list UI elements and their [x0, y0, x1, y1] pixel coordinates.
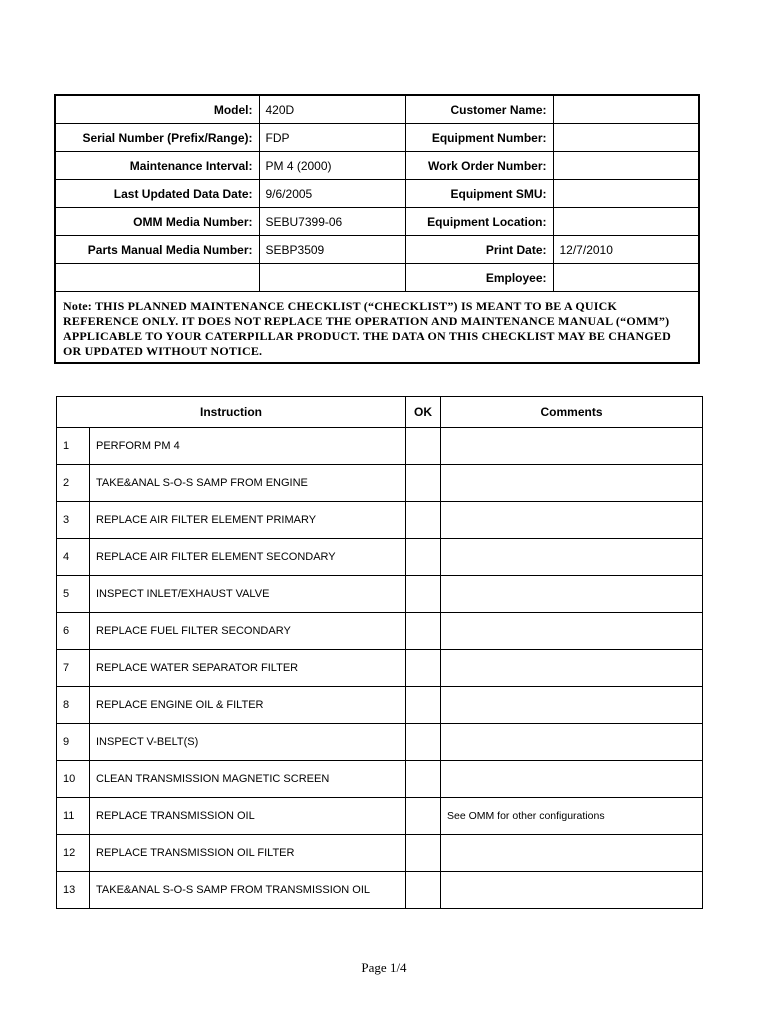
note-text: THIS PLANNED MAINTENANCE CHECKLIST (“CHECKLIST”) IS MEANT TO BE A QUICK REFERENCE ONLY. IT DOES NOT REPLACE THE OPERATION AND MAINTENANCE MANUAL (“OMM”) APPLICABLE TO YOUR CATERPILLAR PRODUCT. THE DATA ON THIS CHECKLIST MAY BE CHANGED OR UPDATED WITHOUT NOTICE.: [63, 299, 671, 358]
header-label: Model:: [56, 96, 259, 124]
comment-cell[interactable]: [441, 576, 703, 613]
header-label: Serial Number (Prefix/Range):: [56, 124, 259, 152]
ok-checkbox-cell[interactable]: [406, 650, 441, 687]
instruction-text: INSPECT INLET/EXHAUST VALVE: [90, 576, 406, 613]
header-value-field[interactable]: [553, 264, 700, 292]
comment-cell[interactable]: [441, 724, 703, 761]
col-header-comments: Comments: [441, 397, 703, 428]
instruction-table: [56, 396, 703, 909]
disclaimer-note: [56, 292, 698, 359]
header-row: [56, 124, 700, 152]
ok-checkbox-cell[interactable]: [406, 761, 441, 798]
header-value-field[interactable]: [553, 96, 700, 124]
header-row: [56, 152, 700, 180]
header-label: Equipment Number:: [405, 124, 553, 152]
table-row: [57, 650, 703, 687]
header-value-field[interactable]: FDP: [259, 124, 405, 152]
row-number: 8: [57, 687, 90, 724]
comment-cell[interactable]: [441, 835, 703, 872]
comment-cell[interactable]: [441, 539, 703, 576]
comment-cell[interactable]: [441, 502, 703, 539]
col-header-ok: OK: [406, 397, 441, 428]
header-label: Customer Name:: [405, 96, 553, 124]
header-value-field[interactable]: [553, 180, 700, 208]
table-row: [57, 613, 703, 650]
ok-checkbox-cell[interactable]: [406, 576, 441, 613]
row-number: 11: [57, 798, 90, 835]
instruction-text: INSPECT V-BELT(S): [90, 724, 406, 761]
ok-checkbox-cell[interactable]: [406, 724, 441, 761]
row-number: 2: [57, 465, 90, 502]
comment-cell[interactable]: [441, 465, 703, 502]
col-header-instruction: Instruction: [57, 397, 406, 428]
header-label: Parts Manual Media Number:: [56, 236, 259, 264]
row-number: 12: [57, 835, 90, 872]
comment-cell[interactable]: [441, 687, 703, 724]
row-number: 10: [57, 761, 90, 798]
header-value-field[interactable]: [553, 208, 700, 236]
ok-checkbox-cell[interactable]: [406, 465, 441, 502]
instruction-text: REPLACE AIR FILTER ELEMENT SECONDARY: [90, 539, 406, 576]
header-value-field[interactable]: SEBU7399-06: [259, 208, 405, 236]
table-row: [57, 539, 703, 576]
instruction-text: TAKE&ANAL S-O-S SAMP FROM ENGINE: [90, 465, 406, 502]
ok-checkbox-cell[interactable]: [406, 687, 441, 724]
ok-checkbox-cell[interactable]: [406, 872, 441, 909]
comment-cell[interactable]: See OMM for other configurations: [441, 798, 703, 835]
table-row: [57, 761, 703, 798]
comment-cell[interactable]: [441, 650, 703, 687]
header-label: Employee:: [405, 264, 553, 292]
header-row: [56, 208, 700, 236]
table-row: [57, 724, 703, 761]
row-number: 5: [57, 576, 90, 613]
ok-checkbox-cell[interactable]: [406, 428, 441, 465]
ok-checkbox-cell[interactable]: [406, 539, 441, 576]
checklist-header: [54, 94, 700, 364]
table-row: [57, 465, 703, 502]
header-value-field[interactable]: 9/6/2005: [259, 180, 405, 208]
instruction-header-row: [57, 397, 703, 428]
note-prefix: Note:: [63, 299, 92, 313]
instruction-text: PERFORM PM 4: [90, 428, 406, 465]
ok-checkbox-cell[interactable]: [406, 798, 441, 835]
comment-cell[interactable]: [441, 428, 703, 465]
table-row: [57, 798, 703, 835]
header-value-field[interactable]: 420D: [259, 96, 405, 124]
header-label: Equipment Location:: [405, 208, 553, 236]
header-label: Last Updated Data Date:: [56, 180, 259, 208]
instruction-text: REPLACE WATER SEPARATOR FILTER: [90, 650, 406, 687]
header-label: [56, 264, 259, 292]
header-table: [56, 96, 700, 292]
ok-checkbox-cell[interactable]: [406, 502, 441, 539]
header-row: [56, 180, 700, 208]
row-number: 6: [57, 613, 90, 650]
comment-cell[interactable]: [441, 761, 703, 798]
header-value-field[interactable]: [259, 264, 405, 292]
header-value-field[interactable]: PM 4 (2000): [259, 152, 405, 180]
header-row: [56, 96, 700, 124]
instruction-text: REPLACE FUEL FILTER SECONDARY: [90, 613, 406, 650]
comment-cell[interactable]: [441, 613, 703, 650]
table-row: [57, 687, 703, 724]
instruction-text: REPLACE AIR FILTER ELEMENT PRIMARY: [90, 502, 406, 539]
row-number: 4: [57, 539, 90, 576]
ok-checkbox-cell[interactable]: [406, 613, 441, 650]
row-number: 3: [57, 502, 90, 539]
header-value-field[interactable]: [553, 152, 700, 180]
header-value-field[interactable]: SEBP3509: [259, 236, 405, 264]
instruction-text: TAKE&ANAL S-O-S SAMP FROM TRANSMISSION OIL: [90, 872, 406, 909]
row-number: 1: [57, 428, 90, 465]
header-label: OMM Media Number:: [56, 208, 259, 236]
header-label: Equipment SMU:: [405, 180, 553, 208]
instruction-text: REPLACE TRANSMISSION OIL FILTER: [90, 835, 406, 872]
row-number: 9: [57, 724, 90, 761]
instruction-text: CLEAN TRANSMISSION MAGNETIC SCREEN: [90, 761, 406, 798]
instruction-text: REPLACE ENGINE OIL & FILTER: [90, 687, 406, 724]
header-label: Maintenance Interval:: [56, 152, 259, 180]
header-label: Work Order Number:: [405, 152, 553, 180]
row-number: 7: [57, 650, 90, 687]
comment-cell[interactable]: [441, 872, 703, 909]
header-label: Print Date:: [405, 236, 553, 264]
header-value-field[interactable]: [553, 124, 700, 152]
table-row: [57, 835, 703, 872]
table-row: [57, 502, 703, 539]
table-row: [57, 872, 703, 909]
table-row: [57, 576, 703, 613]
ok-checkbox-cell[interactable]: [406, 835, 441, 872]
header-row: [56, 264, 700, 292]
instruction-text: REPLACE TRANSMISSION OIL: [90, 798, 406, 835]
page-number: Page 1/4: [361, 960, 407, 975]
row-number: 13: [57, 872, 90, 909]
table-row: [57, 428, 703, 465]
header-row: [56, 236, 700, 264]
header-value-field[interactable]: 12/7/2010: [553, 236, 700, 264]
